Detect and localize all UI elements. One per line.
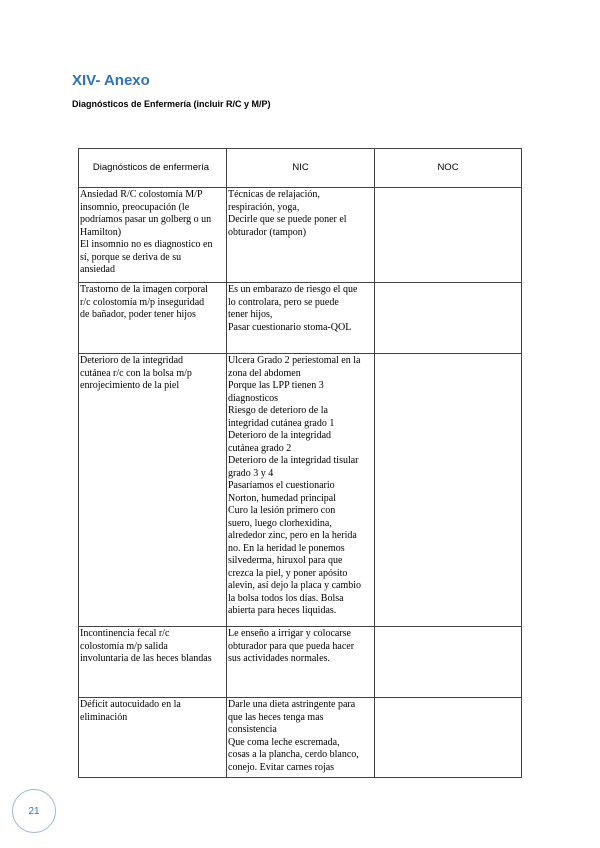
cell-noc (375, 188, 522, 283)
cell-nic: Técnicas de relajación, respiración, yoga, Decirle que se puede poner el obturador (tampon) (227, 188, 375, 283)
cell-diagnostico: Deterioro de la integridad cutánea r/c con la bolsa m/p enrojecimiento de la piel (79, 354, 227, 627)
header-noc: NOC (375, 149, 522, 188)
table-row (79, 698, 522, 778)
header-nic: NIC (227, 149, 375, 188)
page-number-badge (12, 789, 56, 833)
cell-diagnostico: Ansiedad R/C colostomía M/P insomnio, preocupación (le podríamos pasar un golberg o un Hamilton) El insomnio no es diagnostico en sí, porque se deriva de su ansiedad (79, 188, 227, 283)
table-row (79, 188, 522, 283)
header-diagnosticos: Diagnósticos de enfermería (79, 149, 227, 188)
page-number: 21 (28, 805, 40, 817)
section-title: XIV- Anexo (72, 72, 150, 89)
table-subtitle: Diagnósticos de Enfermería (incluir R/C y M/P) (72, 99, 271, 109)
cell-noc (375, 627, 522, 698)
cell-diagnostico: Trastorno de la imagen corporal r/c colostomía m/p inseguridad de bañador, poder tener hijos (79, 283, 227, 354)
cell-nic: Darle una dieta astringente para que las heces tenga mas consistencia Que coma leche escremada, cosas a la plancha, cerdo blanco, conejo. Evitar carnes rojas (227, 698, 375, 778)
table-row (79, 283, 522, 354)
table-row (79, 354, 522, 627)
cell-diagnostico: Incontinencia fecal r/c colostomía m/p salida involuntaria de las heces blandas (79, 627, 227, 698)
nursing-diagnosis-table (78, 148, 522, 778)
cell-noc (375, 283, 522, 354)
cell-noc (375, 354, 522, 627)
cell-nic: Ulcera Grado 2 periestomal en la zona del abdomen Porque las LPP tienen 3 diagnosticos Riesgo de deterioro de la integridad cutánea grado 1 Deterioro de la integridad cutánea grado 2 Deterioro de la integridad tisular grado 3 y 4 Pasaríamos el cuestionario Norton, humedad principal Curo la lesión primero con suero, luego clorhexidina, alrededor zinc, pero en la herida no. En la heridad le ponemos silvederma, hiruxol para que crezca la piel, y poner apósito alevin, así dejo la placa y cambio la bolsa todos los días. Bolsa abierta para heces liquidas. (227, 354, 375, 627)
cell-nic: Es un embarazo de riesgo el que lo controlara, pero se puede tener hijos, Pasar cuestionario stoma-QOL (227, 283, 375, 354)
cell-noc (375, 698, 522, 778)
cell-nic: Le enseño a irrigar y colocarse obturador para que pueda hacer sus actividades normales. (227, 627, 375, 698)
cell-diagnostico: Déficit autocuidado en la eliminación (79, 698, 227, 778)
table-header-row (79, 149, 522, 188)
table-row (79, 627, 522, 698)
